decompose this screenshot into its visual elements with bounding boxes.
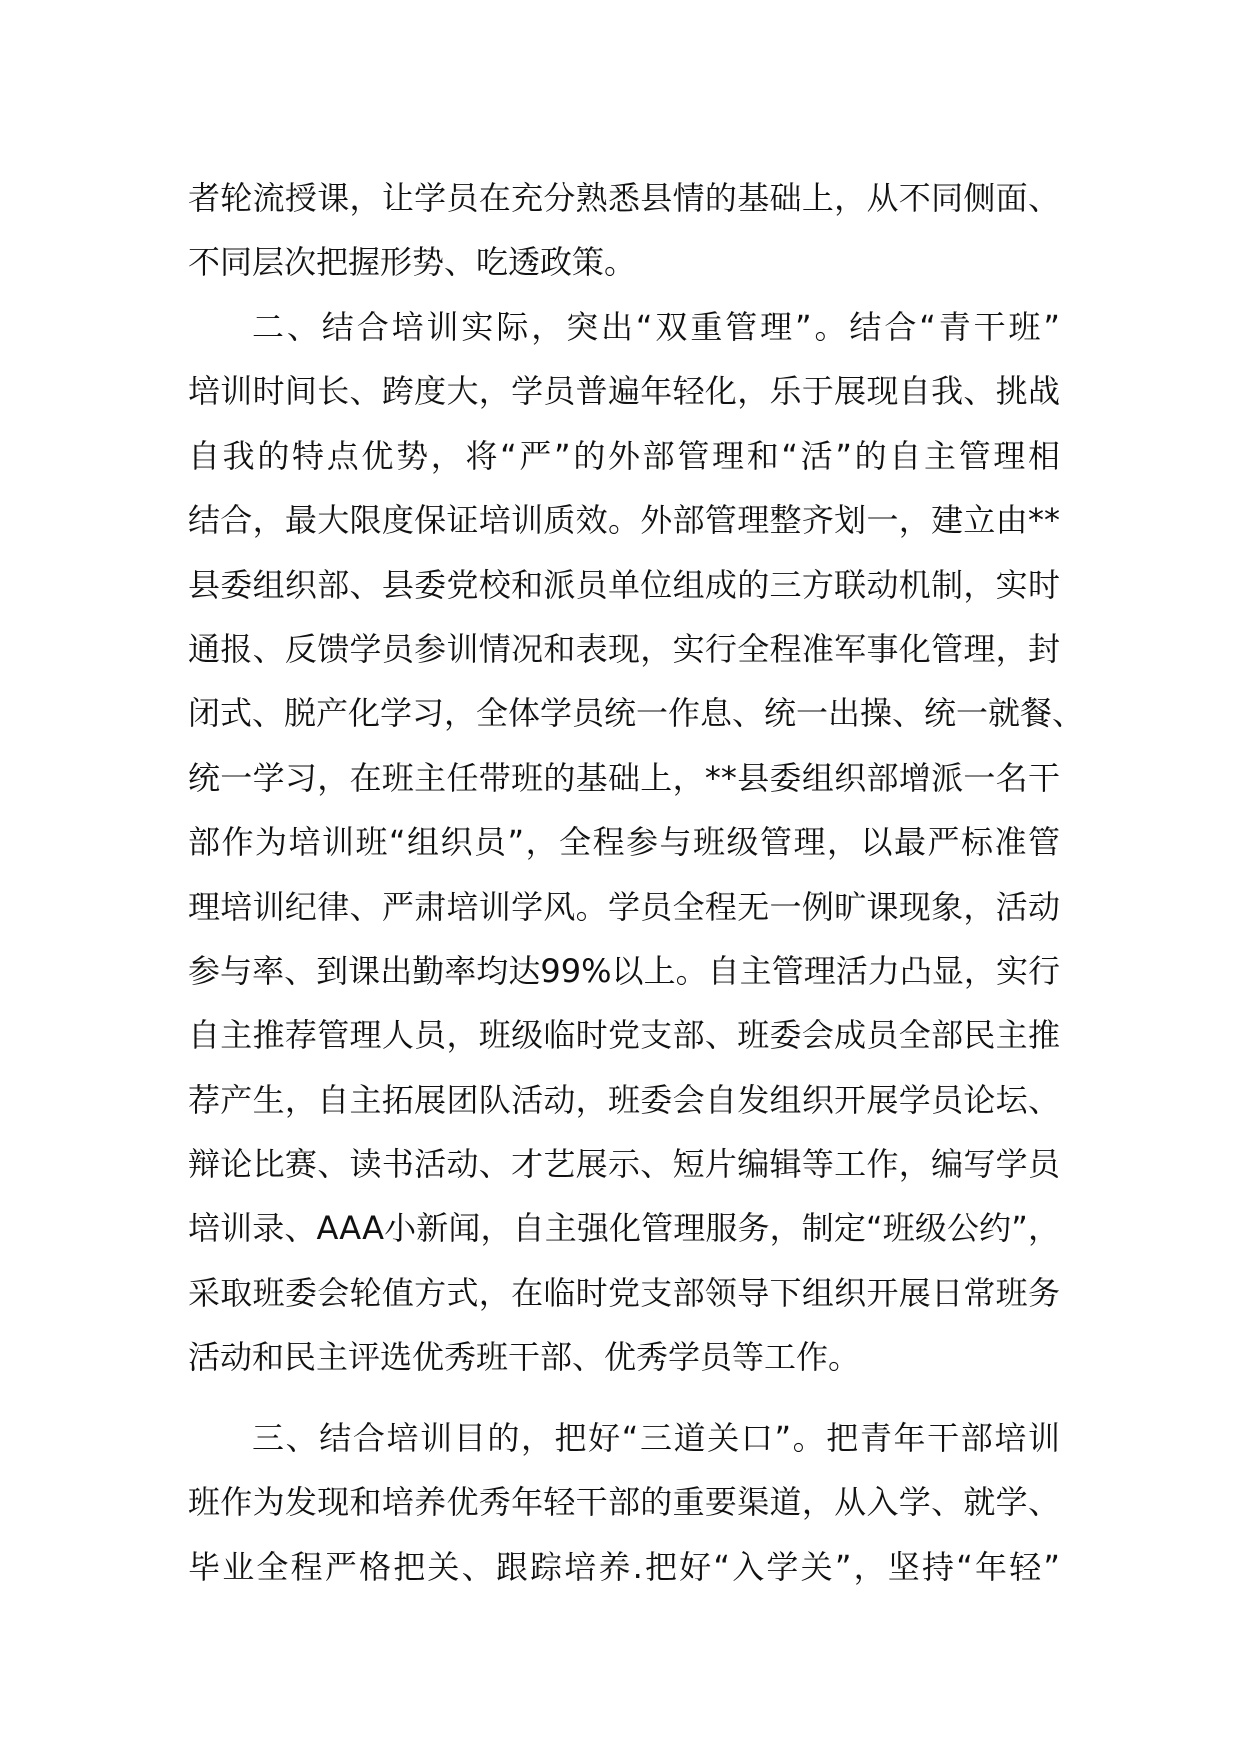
paragraph-line: 者轮流授课，让学员在充分熟悉县情的基础上，从不同侧面、 [188,179,1060,217]
paragraph-section-three [188,1406,1060,1599]
paragraph-line: 培训录、AAA小新闻，自主强化管理服务，制定“班级公约”， [188,1209,1060,1248]
paragraph-continuation [188,166,1060,295]
paragraph-line: 培训时间长、跨度大，学员普遍年轻化，乐于展现自我、挑战 [188,372,1060,411]
paragraph-line: 结合，最大限度保证培训质效。外部管理整齐划一，建立由** [188,501,1060,540]
paragraph-line: 自主推荐管理人员，班级临时党支部、班委会成员全部民主推 [188,1016,1060,1055]
paragraph-line: 参与率、到课出勤率均达99%以上。自主管理活力凸显，实行 [188,951,1060,990]
paragraph-line: 自我的特点优势，将“严”的外部管理和“活”的自主管理相 [188,436,1060,475]
paragraph-line: 三、结合培训目的，把好“三道关口”。把青年干部培训 [252,1419,1060,1457]
paragraph-section-two [188,295,1085,1390]
paragraph-line: 县委组织部、县委党校和派员单位组成的三方联动机制，实时 [188,565,1060,604]
paragraph-line: 毕业全程严格把关、跟踪培养.把好“入学关”，坚持“年轻” [188,1547,1060,1586]
paragraph-line: 辩论比赛、读书活动、才艺展示、短片编辑等工作，编写学员 [188,1145,1060,1184]
paragraph-line: 理培训纪律、严肃培训学风。学员全程无一例旷课现象，活动 [188,887,1060,926]
paragraph-line: 部作为培训班“组织员”，全程参与班级管理，以最严标准管 [188,823,1060,862]
paragraph-line: 采取班委会轮值方式，在临时党支部领导下组织开展日常班务 [188,1273,1060,1312]
paragraph-line: 班作为发现和培养优秀年轻干部的重要渠道，从入学、就学、 [188,1483,1060,1522]
paragraph-line: 荐产生，自主拓展团队活动，班委会自发组织开展学员论坛、 [188,1080,1060,1119]
paragraph-line: 不同层次把握形势、吃透政策。 [188,243,637,282]
paragraph-line: 活动和民主评选优秀班干部、优秀学员等工作。 [188,1338,861,1377]
paragraph-line: 通报、反馈学员参训情况和表现，实行全程准军事化管理，封 [188,629,1060,668]
paragraph-line: 二、结合培训实际，突出“双重管理”。结合“青干班” [252,308,1060,346]
paragraph-line: 统一学习，在班主任带班的基础上，**县委组织部增派一名干 [188,758,1060,797]
paragraph-line: 闭式、脱产化学习，全体学员统一作息、统一出操、统一就餐、 [188,694,1085,733]
